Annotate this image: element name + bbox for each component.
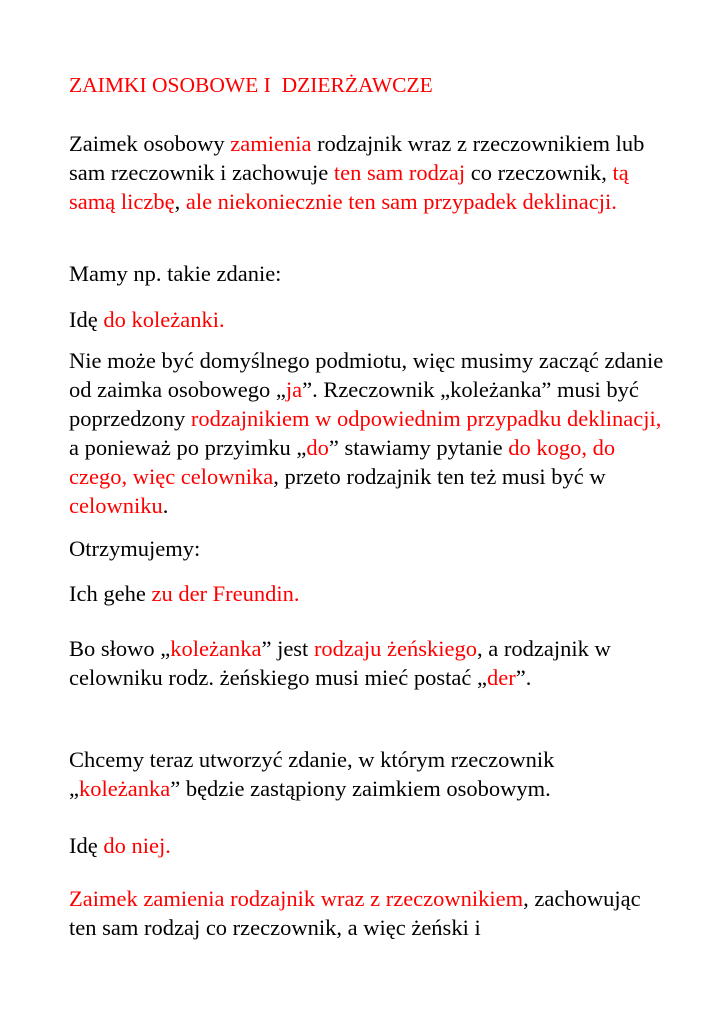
paragraph-explanation (69, 346, 669, 520)
body-text: , zachowując ten sam rodzaj co rzeczownik, a więc żeński i (69, 886, 641, 940)
highlighted-text: ten sam rodzaj (333, 160, 466, 185)
body-text: , a rodzajnik w celowniku rodz. żeńskiego musi mieć postać „ (69, 636, 611, 690)
paragraph-conclusion (69, 884, 669, 942)
highlighted-text: Zaimek zamienia rodzajnik wraz z rzeczownikiem (69, 886, 524, 911)
body-text: Ich gehe (69, 581, 152, 606)
document-title: ZAIMKI OSOBOWE I DZIERŻAWCZE (69, 73, 433, 97)
body-text: ”. (515, 665, 532, 690)
highlighted-text: do kogo, do czego, więc celownika (69, 435, 616, 489)
highlighted-text: zamienia (230, 131, 312, 156)
highlighted-text: do koleżanki. (103, 307, 225, 332)
highlighted-text: koleżanka (79, 776, 171, 801)
highlighted-text: zu der Freundin. (151, 581, 300, 606)
highlighted-text: rodzaju żeńskiego (313, 636, 477, 661)
paragraph-example-1 (69, 305, 669, 334)
paragraph-intro (69, 259, 669, 288)
body-text: Nie może być domyślnego podmiotu, więc musimy zacząć zdanie od zaimka osobowego „ (69, 348, 664, 402)
body-text: . (162, 493, 169, 518)
highlighted-text: do (306, 435, 329, 460)
paragraph-german-example (69, 579, 669, 608)
body-text: ” będzie zastąpiony zaimkiem osobowym. (170, 776, 551, 801)
body-text: Mamy np. takie zdanie: (69, 261, 282, 286)
body-text: , przeto rodzajnik ten też musi być w (273, 464, 606, 489)
body-text: ” jest (261, 636, 314, 661)
paragraph-example-2 (69, 831, 669, 860)
body-text: Idę (69, 833, 104, 858)
body-text: Chcemy teraz utworzyć zdanie, w którym rzeczownik „ (69, 747, 555, 801)
paragraph-because (69, 634, 669, 692)
body-text: Idę (69, 307, 104, 332)
highlighted-text: rodzajnikiem w odpowiednim przypadku deklinacji, (190, 406, 662, 431)
body-text: Bo słowo „ (69, 636, 171, 661)
highlighted-text: ja (285, 377, 303, 402)
body-text: ” stawiamy pytanie (328, 435, 509, 460)
body-text: ”. Rzeczownik „koleżanka” musi być poprzedzony (69, 377, 639, 431)
highlighted-text: celowniku (69, 493, 163, 518)
body-text: Zaimek osobowy (69, 131, 231, 156)
highlighted-text: tą samą liczbę (69, 160, 629, 214)
highlighted-text: koleżanka (170, 636, 262, 661)
body-text: a ponieważ po przyimku „ (69, 435, 307, 460)
body-text: rodzajnik wraz z rzeczownikiem lub sam rzeczownik i zachowuje (69, 131, 645, 185)
body-text: co rzeczownik, (465, 160, 613, 185)
paragraph-want (69, 745, 669, 803)
paragraph-definition (69, 129, 669, 216)
highlighted-text: der (487, 665, 516, 690)
body-text: Otrzymujemy: (69, 536, 201, 561)
body-text: , (174, 189, 186, 214)
highlighted-text: ale niekoniecznie ten sam przypadek deklinacji. (185, 189, 617, 214)
highlighted-text: do niej. (103, 833, 171, 858)
paragraph-result-intro (69, 534, 669, 563)
